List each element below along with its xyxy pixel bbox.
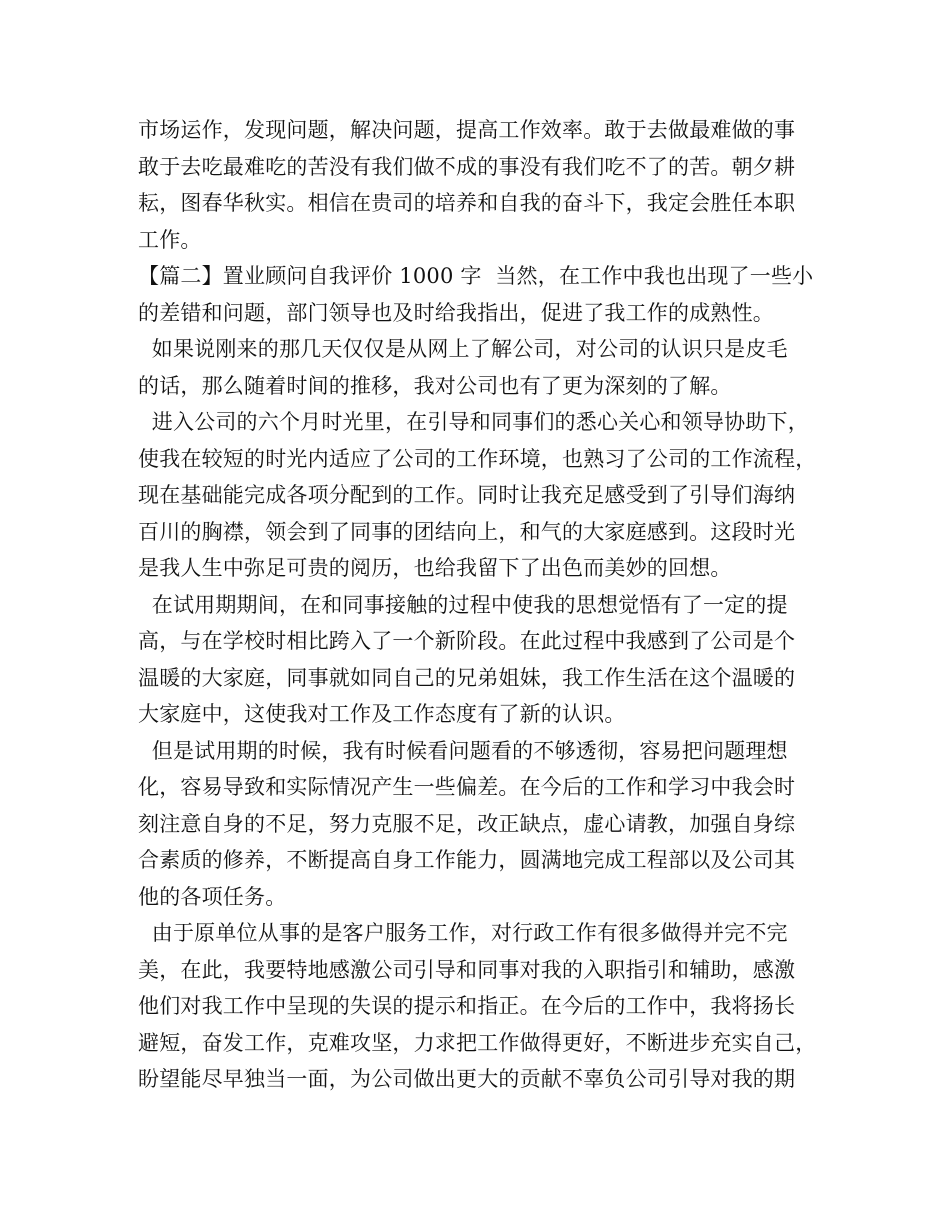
text-line: 现在基础能完成各项分配到的工作。同时让我充足感受到了引导们海纳 (138, 483, 796, 507)
text-line: 他的各项任务。 (138, 884, 287, 909)
text-line: 百川的胸襟，领会到了同事的团结向上，和气的大家庭感到。这段时光 (138, 519, 796, 544)
text-line: 敢于去吃最难吃的苦没有我们做不成的事没有我们吃不了的苦。朝夕耕 (138, 154, 796, 179)
text-line: 美，在此，我要特地感激公司引导和同事对我的入职指引和辅助，感激 (138, 957, 796, 982)
text-line: 高，与在学校时相比跨入了一个新阶段。在此过程中我感到了公司是个 (138, 629, 796, 653)
text-line: 进入公司的六个月时光里，在引导和同事们的悉心关心和领导协助下， (138, 410, 809, 434)
text-line: 刻注意自身的不足，努力克服不足，改正缺点，虚心请教，加强自身综 (138, 811, 796, 836)
text-line: 盼望能尽早独当一面，为公司做出更大的贡献不辜负公司引导对我的期 (138, 1067, 796, 1091)
text-line: 他们对我工作中呈现的失误的提示和指正。在今后的工作中，我将扬长 (138, 994, 796, 1018)
text-line: 市场运作，发现问题，解决问题，提高工作效率。敢于去做最难做的事 (138, 118, 796, 142)
text-line: 避短，奋发工作，克难攻坚，力求把工作做得更好，不断进步充实自己， (138, 1030, 817, 1055)
text-line: 如果说刚来的那几天仅仅是从网上了解公司，对公司的认识只是皮毛 (138, 337, 788, 361)
text-line: 在试用期期间，在和同事接触的过程中使我的思想觉悟有了一定的提 (138, 592, 788, 617)
text-line: 温暖的大家庭，同事就如同自己的兄弟姐妹，我工作生活在这个温暖的 (138, 665, 796, 690)
text-line: 但是试用期的时候，我有时候看问题看的不够透彻，容易把问题理想 (138, 738, 788, 763)
text-line: 耘，图春华秋实。相信在贵司的培养和自我的奋斗下，我定会胜任本职 (138, 191, 796, 215)
text-line: 的话，那么随着时间的推移，我对公司也有了更为深刻的了解。 (138, 373, 732, 398)
text-line: 工作。 (138, 227, 202, 252)
text-line: 的差错和问题，部门领导也及时给我指出，促进了我工作的成熟性。 (138, 300, 774, 325)
text-line: 化，容易导致和实际情况产生一些偏差。在今后的工作和学习中我会时 (138, 775, 796, 799)
text-line: 大家庭中，这使我对工作及工作态度有了新的认识。 (138, 702, 626, 726)
text-line: 是我人生中弥足可贵的阅历，也给我留下了出色而美妙的回想。 (138, 556, 732, 580)
document-body (138, 112, 828, 1098)
text-line: 使我在较短的时光内适应了公司的工作环境，也熟习了公司的工作流程， (138, 446, 817, 471)
text-line: 由于原单位从事的是客户服务工作，对行政工作有很多做得并完不完 (138, 921, 788, 945)
text-line: 【篇二】置业顾问自我评价 1000 字 当然，在工作中我也出现了一些小 (138, 264, 814, 288)
text-line: 合素质的修养，不断提高自身工作能力，圆满地完成工程部以及公司其 (138, 848, 796, 872)
